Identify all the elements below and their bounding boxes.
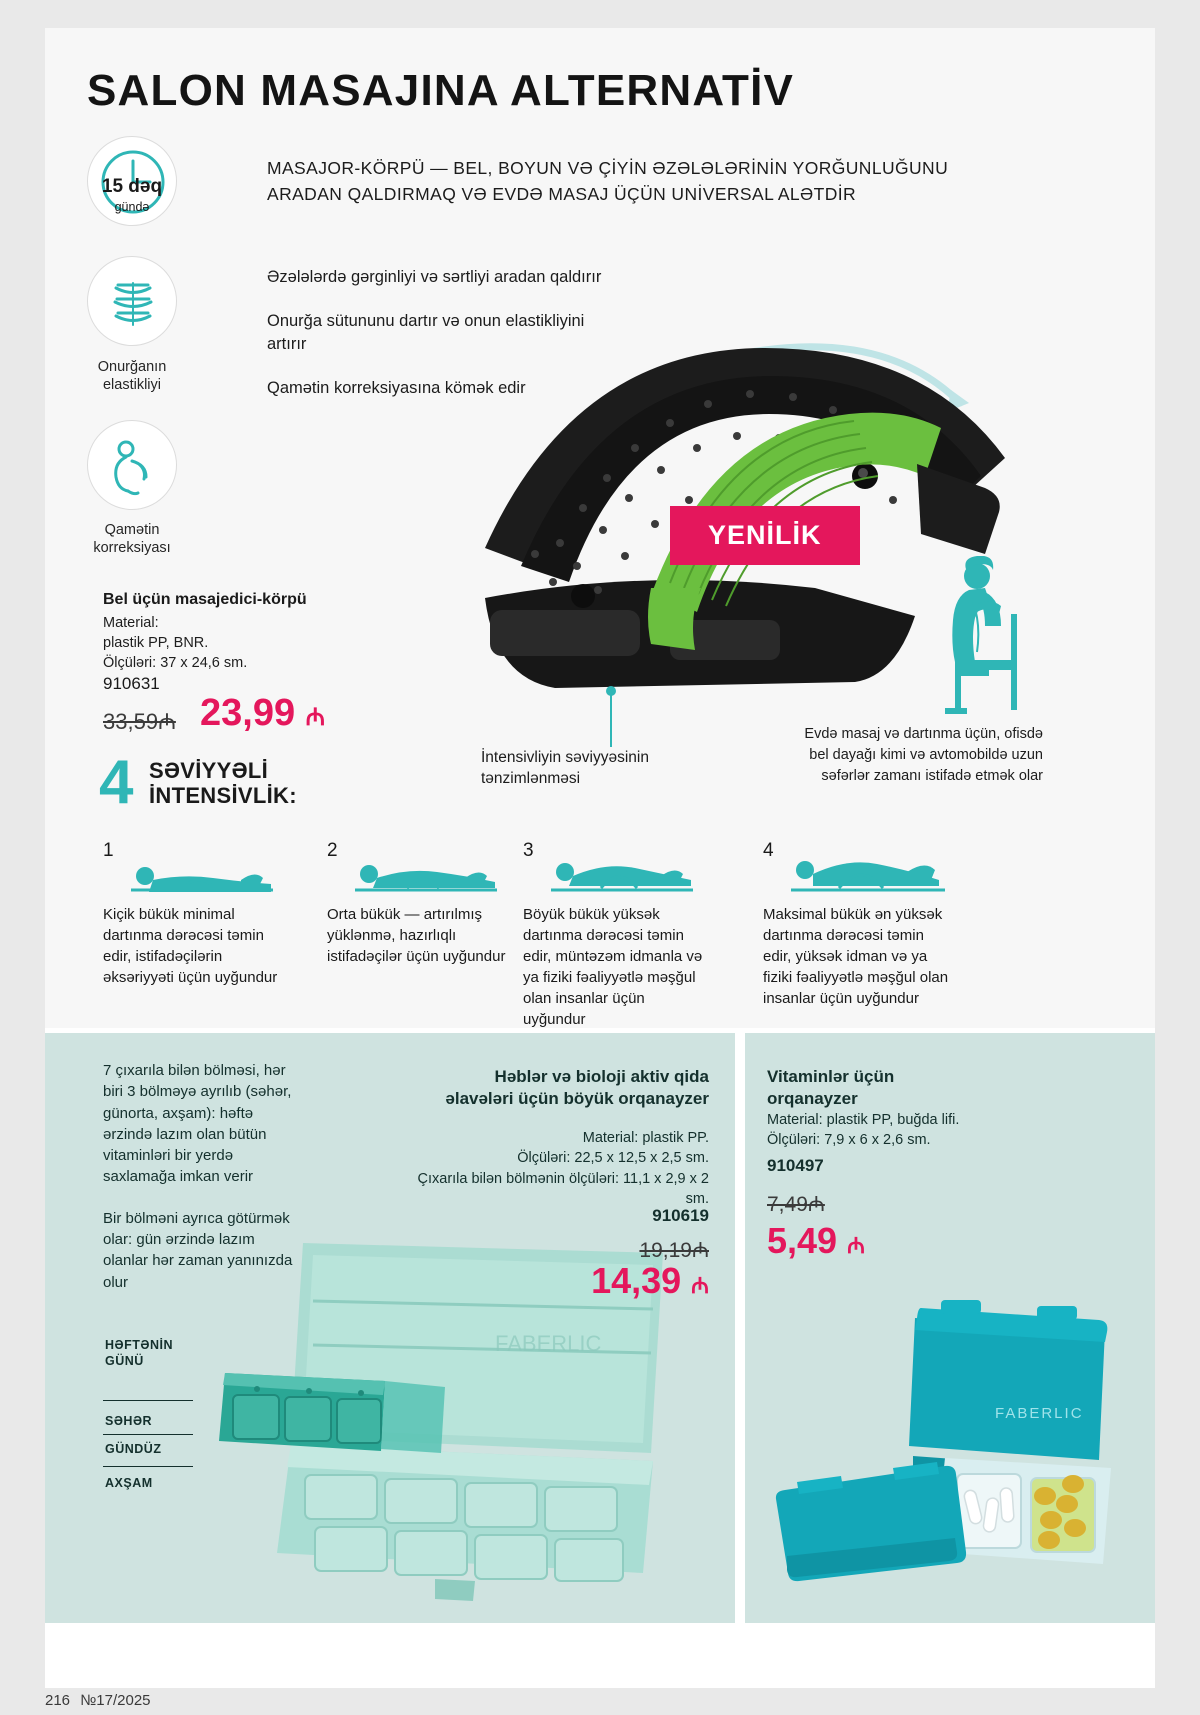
day-label-noon: GÜNDÜZ (105, 1442, 162, 1456)
spine-icon-label (57, 358, 207, 394)
levels-heading-l2: İNTENSİVLİK: (149, 783, 297, 809)
big-size2: Çıxarıla bilən bölmənin ölçüləri: 11,1 x 2,9 x 2 sm. (417, 1170, 709, 1207)
big-organizer-price-new: 14,39 ₼ (591, 1260, 709, 1301)
spine-label-l2: elastikliyi (102, 377, 161, 394)
material-value: plastik PP, BNR. (103, 635, 209, 651)
big-organizer-meta (405, 1128, 709, 1209)
callout-text: İntensivliyin səviyyəsinin tənzimlənməsi (481, 749, 649, 787)
day-title-l2: GÜNÜ (105, 1353, 144, 1368)
size-value: Ölçüləri: 37 x 24,6 sm. (103, 655, 248, 671)
clock-duration: 15 dəq (101, 176, 163, 197)
price-new: 23,99 ₼ (200, 692, 326, 734)
day-label-title (105, 1338, 173, 1369)
level-number-2: 2 (327, 840, 338, 861)
product-name: Bel üçün masajedici-körpü (103, 591, 307, 608)
usage-note: Evdə masaj və dartınma üçün, ofisdə bel dayağı kimi və avtomobildə uzun səfərlər zamanı istifadə etmək olar (804, 726, 1043, 785)
day-title-l1: HƏFTƏNİN (105, 1338, 173, 1352)
posture-icon (87, 420, 177, 510)
level-number-1: 1 (103, 840, 114, 861)
side-text-2: Bir bölməni ayrıca götürmək olar: gün ərzində lazım olanlar hər zaman yanınızda olur (103, 1209, 293, 1291)
small-name-l2: orqanayzer (767, 1089, 858, 1109)
status-badge: YENİLİK (670, 506, 860, 565)
product-meta (103, 613, 247, 673)
day-label-morning: SƏHƏR (105, 1414, 153, 1428)
big-material: Material: plastik PP. (582, 1130, 709, 1146)
levels-count: 4 (99, 748, 134, 817)
svg-text:FABERLIC: FABERLIC (995, 1405, 1084, 1422)
posture-icon-label (57, 521, 207, 557)
price-old: 33,59₼ (103, 709, 176, 734)
day-divider-1 (103, 1400, 193, 1401)
day-divider-2 (103, 1434, 193, 1435)
article-number: 910631 (103, 674, 160, 693)
small-organizer-article: 910497 (767, 1156, 824, 1175)
material-label: Material: (103, 615, 159, 631)
clock-frequency: gündə (114, 200, 150, 214)
posture-label-l2: korreksiyası (93, 540, 171, 557)
day-label-evening: AXŞAM (105, 1476, 153, 1490)
small-organizer-meta (767, 1110, 1127, 1151)
benefit-3: Qamətin korreksiyasına kömək edir (267, 378, 526, 397)
benefit-2: Onurğa sütununu dartır və onun elastikliyini artırır (267, 312, 585, 353)
benefit-1: Əzələlərdə gərginliyi və sərtliyi aradan qaldırır (267, 268, 602, 286)
seated-person-icon (915, 556, 1045, 721)
big-organizer-side-text (103, 1060, 303, 1313)
level-figure-4 (783, 846, 953, 903)
small-material: Material: plastik PP, buğda lifi. (767, 1112, 960, 1128)
small-name-l1: Vitaminlər üçün (767, 1067, 895, 1086)
level-desc-4: Maksimal bükük ən yüksək dartınma dərəcəsi təmin edir, yüksək idman və ya fiziki fəaliyyətlə məşğul olan insanlar üçün uyğundur (763, 906, 949, 1007)
levels-heading-l1: SƏVİYYƏLİ (149, 758, 269, 783)
posture-label-l1: Qamətin (104, 522, 160, 538)
level-desc-1: Kiçik bükük minimal dartınma dərəcəsi təmin edir, istifadəçilərin əksəriyyəti üçün uyğundur (103, 906, 278, 986)
footer-issue: №17/2025 (80, 1692, 151, 1709)
level-figure-2 (347, 846, 507, 903)
day-divider-3 (103, 1466, 193, 1467)
level-figure-1 (123, 846, 283, 903)
top-section (45, 28, 1155, 1028)
small-organizer-name (767, 1066, 1127, 1110)
big-organizer-name: Həblər və bioloji aktiv qida əlavələri üçün böyük orqanayzer (445, 1067, 709, 1109)
spine-label-l1: Onurğanın (97, 359, 167, 375)
page-title: SALON MASAJINA ALTERNATİV (87, 66, 795, 115)
big-size: Ölçüləri: 22,5 x 12,5 x 2,5 sm. (517, 1150, 709, 1167)
level-desc-3: Böyük bükük yüksək dartınma dərəcəsi təmin edir, müntəzəm idmanla və ya fiziki fəaliyyətlə məşğul olan insanlar üçün uyğundur (523, 906, 703, 1028)
big-organizer-price-old: 19,19₼ (639, 1239, 709, 1262)
side-text-1: 7 çıxarıla bilən bölməsi, hər biri 3 bölməyə ayrılıb (səhər, günorta, axşam): həftə ərzində lazım olan bütün vitaminləri bir yerdə saxlamağa imkan verir (103, 1062, 292, 1186)
level-desc-2: Orta bükük — artırılmış yüklənmə, hazırlıqlı istifadəçilər üçün uyğundur (327, 906, 506, 965)
page-footer (45, 1692, 157, 1709)
small-organizer-photo (745, 1278, 1145, 1613)
level-number-4: 4 (763, 840, 774, 861)
callout-leader-line (601, 683, 621, 753)
big-organizer-article: 910619 (652, 1206, 709, 1225)
catalog-page (45, 28, 1155, 1688)
levels-heading (149, 758, 297, 809)
level-number-3: 3 (523, 840, 534, 861)
lead-paragraph: MASAJOR-KÖRPÜ — BEL, BOYUN VƏ ÇİYİN ƏZƏLƏLƏRİNİN YORĞUNLUĞUNU ARADAN QALDIRMAQ VƏ EVDƏ MASAJ ÜÇÜN UNİVERSAL ALƏTDİR (267, 158, 949, 205)
spine-icon (87, 256, 177, 346)
small-organizer-price-old: 7,49₼ (767, 1193, 825, 1216)
level-figure-3 (543, 846, 703, 903)
small-size: Ölçüləri: 7,9 x 6 x 2,6 sm. (767, 1132, 931, 1149)
small-organizer-price-new: 5,49 ₼ (767, 1220, 865, 1261)
footer-page-number: 216 (45, 1692, 71, 1709)
svg-text:FABERLIC: FABERLIC (495, 1331, 602, 1356)
